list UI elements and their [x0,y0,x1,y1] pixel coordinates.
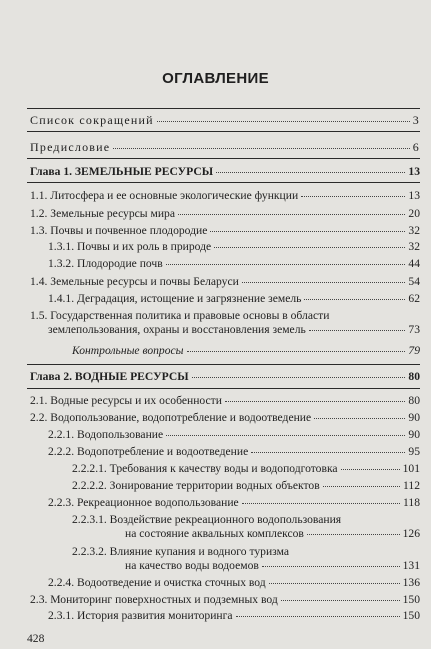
entry-text: 1.3.2. Плодородие почв [48,257,163,270]
entry-text: Контрольные вопросы [72,344,184,357]
entry-page: 13 [408,165,420,178]
leader-dots [210,230,405,232]
entry-text: на качество воды водоемов [125,559,259,572]
toc-entry[interactable] [30,275,420,289]
entry-page: 3 [412,113,420,127]
toc-entry[interactable] [30,189,420,203]
toc-entry[interactable] [48,496,420,510]
entry-text: землепользования, охраны и восстановления земель [48,323,306,336]
leader-dots [214,246,405,248]
entry-text: 2.2.2. Водопотребление и водоотведение [48,445,249,458]
divider [27,388,420,389]
entry-text: 2.1. Водные ресурсы и их особенности [30,394,222,407]
leader-dots [269,582,400,584]
entry-page: 126 [402,527,420,540]
divider [27,108,420,109]
toc-entry[interactable] [48,428,420,442]
divider [27,364,420,365]
entry-text: 1.5. Государственная политика и правовые основы в области [30,309,330,322]
toc-entry-line2[interactable] [125,559,420,573]
toc-entry[interactable] [72,462,420,476]
entry-page: 95 [408,445,420,458]
entry-text: 2.3.1. История развития мониторинга [48,609,233,622]
leader-dots [225,400,405,402]
entry-page: 80 [408,370,420,383]
entry-text: 2.3. Мониторинг поверхностных и подземных вод [30,593,278,606]
leader-dots [242,502,400,504]
leader-dots [166,263,406,265]
leader-dots [166,434,405,436]
leader-dots [236,615,400,617]
entry-text: 2.2.2.1. Требования к качеству воды и водоподготовка [72,462,338,475]
toc-entry-line1[interactable] [30,309,420,323]
leader-dots [314,417,405,419]
leader-dots [187,350,406,352]
toc-entry[interactable] [30,593,420,607]
entry-page: 13 [408,189,420,202]
entry-page: 90 [408,428,420,441]
divider [27,182,420,183]
leader-dots [216,171,405,173]
toc-entry[interactable] [48,240,420,254]
leader-dots [262,565,400,567]
toc-entry[interactable] [30,411,420,425]
leader-dots [323,485,400,487]
entry-text: 1.4. Земельные ресурсы и почвы Беларуси [30,275,239,288]
leader-dots [113,147,410,149]
entry-text: 1.1. Литосфера и ее основные экологические функции [30,189,299,202]
chapter-title: Глава 2. ВОДНЫЕ РЕСУРСЫ [30,370,189,383]
entry-page: 150 [402,609,420,622]
leader-dots [192,376,406,378]
entry-text: 2.2.3.1. Воздействие рекреационного водопользования [72,513,342,526]
entry-page: 80 [408,394,420,407]
page-number: 428 [27,632,45,645]
toc-entry[interactable] [30,394,420,408]
toc-entry[interactable] [30,140,420,154]
entry-page: 32 [408,224,420,237]
entry-text: 1.3. Почвы и почвенное плодородие [30,224,208,237]
entry-text: на состояние аквальных комплексов [125,527,304,540]
entry-page: 131 [402,559,420,572]
entry-text: Список сокращений [30,113,154,127]
entry-page: 118 [403,496,420,509]
toc-entry[interactable] [30,224,420,238]
entry-page: 44 [408,257,420,270]
toc-entry-line2[interactable] [48,323,420,337]
entry-text: 2.2.2.2. Зонирование территории водных объектов [72,479,320,492]
entry-text: 2.2.3.2. Влияние купания и водного туризма [72,545,289,558]
entry-page: 150 [402,593,420,606]
entry-page: 136 [402,576,420,589]
divider [27,131,420,132]
toc-entry-line2[interactable] [125,527,420,541]
entry-text: Предисловие [30,140,111,154]
entry-page: 32 [408,240,420,253]
toc-entry[interactable] [48,292,420,306]
toc-entry[interactable] [30,207,420,221]
toc-entry[interactable] [72,344,420,358]
entry-text: 2.2. Водопользование, водопотребление и водоотведение [30,411,312,424]
entry-page: 101 [402,462,420,475]
toc-entry[interactable] [48,257,420,271]
toc-entry[interactable] [48,445,420,459]
leader-dots [341,468,400,470]
chapter-heading[interactable] [30,370,420,384]
entry-text: 1.2. Земельные ресурсы мира [30,207,175,220]
leader-dots [251,451,405,453]
leader-dots [309,329,406,331]
entry-text: 2.2.4. Водоотведение и очистка сточных вод [48,576,266,589]
toc-entry[interactable] [48,609,420,623]
entry-page: 112 [403,479,420,492]
chapter-title: Глава 1. ЗЕМЕЛЬНЫЕ РЕСУРСЫ [30,165,214,178]
leader-dots [307,533,400,535]
entry-page: 79 [408,344,420,357]
entry-page: 20 [408,207,420,220]
leader-dots [178,213,405,215]
entry-page: 62 [408,292,420,305]
page-title: ОГЛАВЛЕНИЕ [162,70,269,87]
toc-entry-line1[interactable] [72,545,420,559]
entry-page: 6 [412,140,420,154]
chapter-heading[interactable] [30,165,420,179]
entry-text: 2.2.3. Рекреационное водопользование [48,496,239,509]
leader-dots [242,281,406,283]
leader-dots [281,599,400,601]
toc-entry-line1[interactable] [72,513,420,527]
leader-dots [301,195,405,197]
divider [27,158,420,159]
entry-text: 1.3.1. Почвы и их роль в природе [48,240,212,253]
leader-dots [304,298,405,300]
entry-page: 54 [408,275,420,288]
toc-entry[interactable] [30,113,420,127]
entry-page: 73 [408,323,420,336]
toc-entry[interactable] [48,576,420,590]
leader-dots [157,120,410,122]
toc-entry[interactable] [72,479,420,493]
entry-text: 1.4.1. Деградация, истощение и загрязнение земель [48,292,302,305]
entry-text: 2.2.1. Водопользование [48,428,164,441]
entry-page: 90 [408,411,420,424]
